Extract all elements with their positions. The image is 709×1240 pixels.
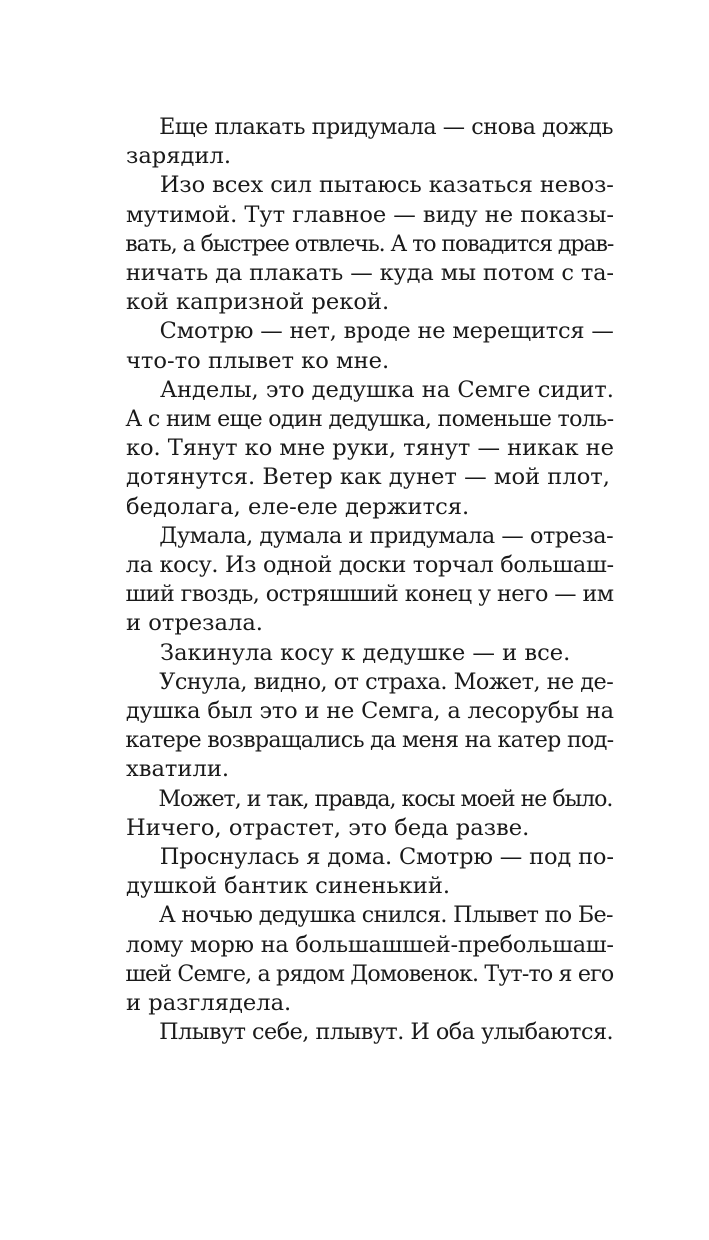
text-line: и разглядела. bbox=[126, 990, 292, 1017]
paragraph bbox=[92, 785, 613, 843]
text-line: бедолага, еле-еле держится. bbox=[126, 493, 470, 520]
text-line: лому морю на большашшей-пребольшаш- bbox=[125, 931, 614, 958]
paragraph bbox=[92, 639, 580, 668]
paragraph bbox=[92, 171, 614, 317]
text-line: Может, и так, правда, косы моей не было. bbox=[158, 785, 613, 812]
text-line: Смотрю — нет, вроде не мерещится — bbox=[159, 318, 614, 345]
text-line: что-то плывет ко мне. bbox=[126, 347, 390, 374]
text-line: Проснулась я дома. Смотрю — под по- bbox=[159, 844, 614, 871]
text-line: Закинула косу к дедушке — и все. bbox=[160, 639, 571, 666]
text-line: ла косу. Из одной доски торчал большаш- bbox=[125, 552, 614, 579]
paragraph bbox=[92, 522, 614, 639]
text-line: Ничего, отрастет, это беда разве. bbox=[126, 814, 530, 841]
paragraph bbox=[92, 901, 614, 1018]
text-line: вать, а быстрее отвлечь. А то повадится драв- bbox=[125, 230, 614, 257]
text-line: дотянутся. Ветер как дунет — мой плот, bbox=[126, 464, 610, 491]
paragraph bbox=[92, 376, 614, 522]
text-line: и отрезала. bbox=[126, 610, 263, 637]
text-line: хватили. bbox=[126, 756, 230, 783]
text-line: Уснула, видно, от страха. Может, не де- bbox=[159, 668, 614, 695]
text-line: мутимой. Тут главное — виду не показы- bbox=[125, 201, 614, 228]
text-line: А ночью дедушка снился. Плывет по Бе- bbox=[158, 902, 613, 929]
text-line: А с ним еще один дедушка, поменьше толь- bbox=[125, 406, 614, 433]
text-line: кой капризной рекой. bbox=[126, 289, 390, 316]
text-line: Анделы, это дедушка на Семге сидит. bbox=[159, 376, 614, 403]
paragraph bbox=[92, 1018, 614, 1047]
text-line: ко. Тянут ко мне руки, тянут — никак не bbox=[125, 435, 614, 462]
paragraph bbox=[92, 843, 614, 901]
paragraph bbox=[92, 668, 614, 785]
text-line: Плывут себе, плывут. И оба улыбаются. bbox=[159, 1019, 614, 1046]
text-line: шей Семге, а рядом Домовенок. Тут-то я его bbox=[125, 960, 614, 987]
text-line: ничать да плакать — куда мы потом с та- bbox=[125, 260, 614, 287]
paragraph bbox=[92, 113, 614, 171]
text-line: Изо всех сил пытаюсь казаться невоз- bbox=[159, 172, 614, 199]
text-line: катере возвращались да меня на катер под- bbox=[125, 727, 614, 754]
text-line: Думала, думала и придумала — отреза- bbox=[159, 522, 614, 549]
text-line: Еще плакать придумала — снова дождь bbox=[159, 114, 614, 140]
text-line: душка был это и не Семга, а лесорубы на bbox=[125, 698, 614, 725]
book-page-text bbox=[92, 113, 614, 1048]
text-line: зарядил. bbox=[126, 143, 232, 170]
text-line: душкой бантик синенький. bbox=[126, 873, 451, 900]
text-line: ший гвоздь, остряшший конец у него — им bbox=[125, 581, 614, 608]
paragraph bbox=[92, 317, 614, 375]
